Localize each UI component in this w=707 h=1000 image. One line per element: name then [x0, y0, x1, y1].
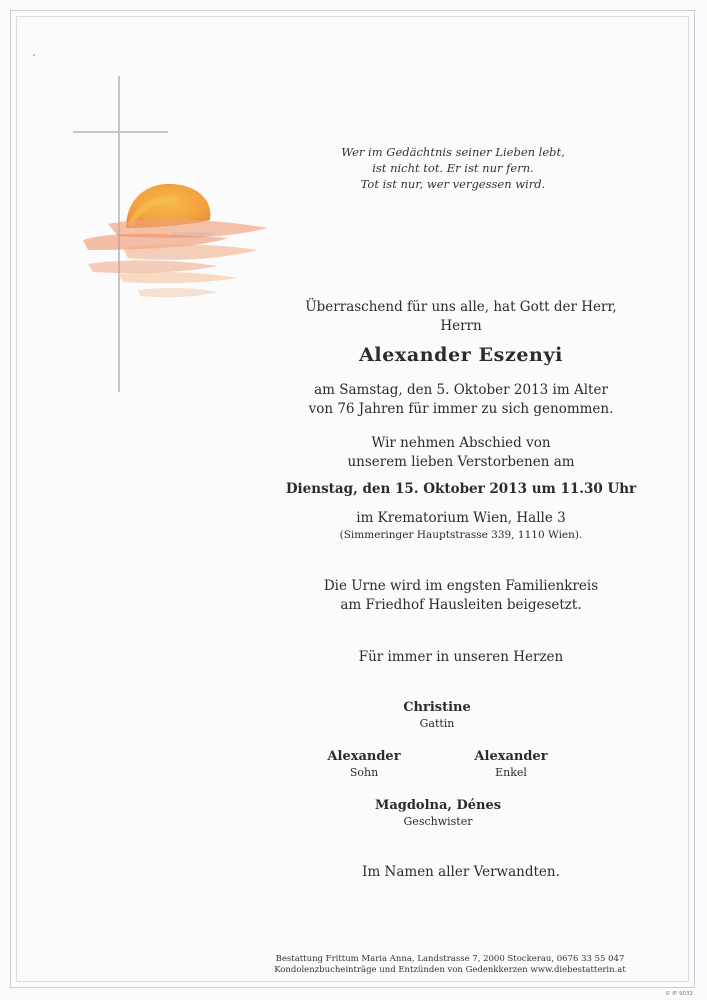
- death-line: am Samstag, den 5. Oktober 2013 im Alter: [314, 382, 608, 398]
- ceremony-datetime: Dienstag, den 15. Oktober 2013 um 11.30 Uhr: [285, 481, 637, 497]
- mourner-name: Alexander: [327, 749, 401, 764]
- mourner-name: Alexander: [474, 749, 548, 764]
- mourner-entry: [358, 798, 518, 829]
- ceremony-location: im Krematorium Wien, Halle 3: [356, 510, 566, 526]
- mourner-entry: [284, 749, 444, 780]
- urn-text: [254, 577, 668, 615]
- farewell-text: [254, 434, 668, 472]
- relatives-line: Im Namen aller Verwandten.: [362, 864, 560, 880]
- funeral-home-footer: [250, 954, 650, 976]
- death-notice: [254, 381, 668, 419]
- print-code: © IP 9032: [665, 991, 693, 997]
- speck: [33, 54, 35, 56]
- death-line: von 76 Jahren für immer zu sich genommen.: [308, 401, 614, 417]
- intro-text: [254, 298, 668, 336]
- farewell-line: Wir nehmen Abschied von: [371, 435, 551, 451]
- mourner-role: Sohn: [349, 766, 379, 779]
- farewell-line: unserem lieben Verstorbenen am: [347, 454, 575, 470]
- intro-line: Überraschend für uns alle, hat Gott der Herr,: [305, 299, 617, 315]
- closing-line: Für immer in unseren Herzen: [358, 649, 564, 665]
- mourner-entry: [357, 700, 517, 731]
- quote-line: Tot ist nur, wer vergessen wird.: [360, 177, 546, 191]
- quote-line: ist nicht tot. Er ist nur fern.: [372, 161, 534, 175]
- urn-line: Die Urne wird im engsten Familienkreis: [323, 578, 599, 594]
- mourner-entry: [431, 749, 591, 780]
- mourner-name: Magdolna, Dénes: [374, 798, 502, 813]
- intro-line: Herrn: [440, 318, 482, 334]
- deceased-name: Alexander Eszenyi: [359, 344, 563, 366]
- quote-line: Wer im Gedächtnis seiner Lieben lebt,: [341, 145, 565, 159]
- urn-line: am Friedhof Hausleiten beigesetzt.: [340, 597, 582, 613]
- mourner-role: Enkel: [495, 766, 527, 779]
- cross-horizontal: [73, 131, 168, 133]
- mourner-name: Christine: [403, 700, 471, 715]
- memorial-quote: [300, 144, 606, 192]
- footer-line: Bestattung Frittum Maria Anna, Landstrasse 7, 2000 Stockerau, 0676 33 55 047: [275, 954, 625, 964]
- ceremony-address: (Simmeringer Hauptstrasse 339, 1110 Wien).: [339, 529, 583, 541]
- mourner-role: Gattin: [419, 717, 455, 730]
- sunset-watercolor-icon: [78, 178, 278, 318]
- footer-line: Kondolenzbucheinträge und Entzünden von Gedenkkerzen www.diebestatterin.at: [274, 965, 626, 975]
- mourner-role: Geschwister: [403, 815, 473, 828]
